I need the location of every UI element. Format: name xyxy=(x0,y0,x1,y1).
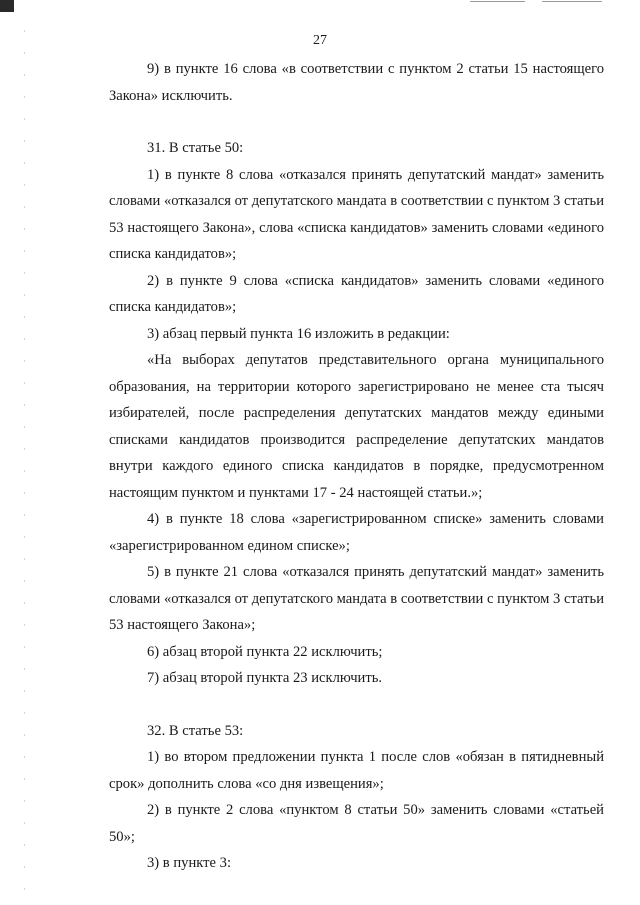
paragraph-31-3: 3) абзац первый пункта 16 изложить в редакции: xyxy=(147,325,450,342)
paragraph-31-4: 4) в пункте 18 слова «зарегистрированном списке» заменить словами «зарегистрированном едином списке»; xyxy=(109,511,604,554)
paragraph-32-2: 2) в пункте 2 слова «пунктом 8 статьи 50» заменить словами «статьей 50»; xyxy=(109,802,604,845)
quoted-paragraph: «На выборах депутатов представительного органа муниципального образования, на территории которого зарегистрировано не менее ста тысяч избирателей, после распределения депутатских мандатов между едиными списками кандидатов производится распределение депутатских мандатов внутри каждого единого списка кандидатов в порядке, предусмотренном настоящим пунктом и пунктами 17 - 24 настоящей статьи.»; xyxy=(109,352,604,501)
paragraph-31-1: 1) в пункте 8 слова «отказался принять депутатский мандат» заменить словами «отказался от депутатского мандата в соответствии с пунктом 3 статьи 53 настоящего Закона», слова «списка кандидатов» заменить словами «единого списка кандидатов»; xyxy=(109,166,604,262)
scan-artifact-line xyxy=(542,1,602,2)
paragraph-32-1: 1) во втором предложении пункта 1 после слов «обязан в пятидневный срок» дополнить слова «со дня извещения»; xyxy=(109,749,604,792)
section-32-heading: 32. В статье 53: xyxy=(147,722,244,739)
section-31-heading: 31. В статье 50: xyxy=(147,140,244,156)
page-number: 27 xyxy=(313,33,327,48)
scan-artifact-line xyxy=(470,1,525,2)
document-body xyxy=(109,56,604,877)
paragraph-9-item: 9) в пункте 16 слова «в соответствии с пунктом 2 статьи 15 настоящего Закона» исключить. xyxy=(109,61,604,104)
scan-artifact-mark xyxy=(0,0,14,12)
paragraph-32-3: 3) в пункте 3: xyxy=(147,855,232,871)
paragraph-31-7: 7) абзац второй пункта 23 исключить. xyxy=(147,670,383,686)
paragraph-31-2: 2) в пункте 9 слова «списка кандидатов» заменить словами «единого списка кандидатов»; xyxy=(109,272,604,315)
scan-margin-dots xyxy=(24,30,25,890)
paragraph-31-6: 6) абзац второй пункта 22 исключить; xyxy=(147,643,383,660)
paragraph-31-5: 5) в пункте 21 слова «отказался принять депутатский мандат» заменить словами «отказался от депутатского мандата в соответствии с пунктом 3 статьи 53 настоящего Закона»; xyxy=(109,564,604,633)
